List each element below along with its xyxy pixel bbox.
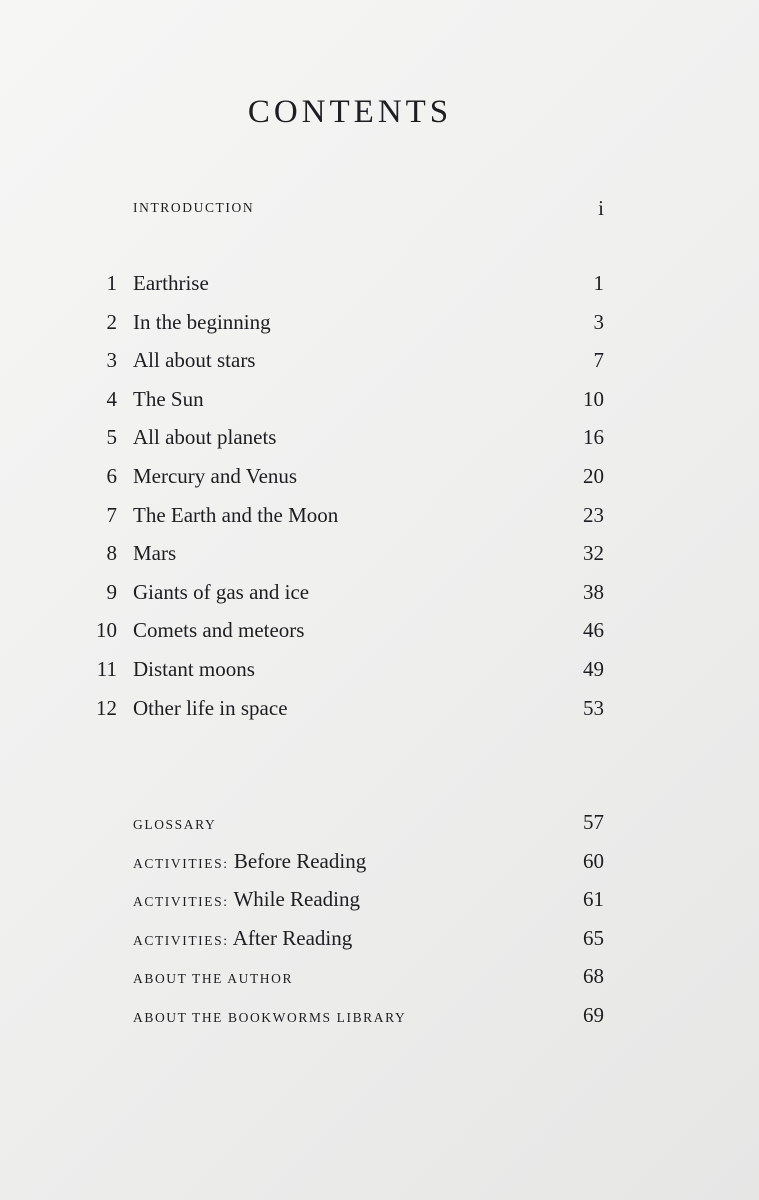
- contents-heading: CONTENTS: [247, 94, 453, 130]
- entry-label: ACTIVITIES:: [133, 855, 229, 871]
- chapter-title: Mars: [133, 541, 177, 566]
- page-title: [0, 94, 700, 131]
- chapter-title: Distant moons: [133, 657, 255, 681]
- chapter-title: Earthrise: [133, 271, 209, 295]
- chapter-number: 12: [96, 695, 117, 720]
- chapter-title: Comets and meteors: [133, 618, 305, 643]
- entry-subtitle: Before Reading: [233, 848, 367, 873]
- entry-page: 10: [583, 386, 604, 411]
- toc-entry-chapter[interactable]: [0, 693, 759, 723]
- toc-entry-chapter[interactable]: [0, 654, 759, 684]
- entry-page: 61: [583, 887, 604, 911]
- toc-entry-end-matter[interactable]: [0, 961, 759, 991]
- entry-page: 16: [583, 425, 604, 450]
- toc-entry-chapter[interactable]: [0, 500, 759, 530]
- entry-page: 7: [593, 348, 604, 373]
- entry-label: GLOSSARY: [133, 817, 217, 832]
- entry-label: INTRODUCTION: [133, 200, 255, 215]
- entry-page: 38: [583, 579, 604, 604]
- chapter-title: All about planets: [133, 425, 277, 450]
- chapter-title: The Earth and the Moon: [133, 502, 339, 527]
- entry-label: ACTIVITIES:: [133, 894, 229, 909]
- toc-entry-chapter[interactable]: [0, 615, 759, 645]
- entry-page: 65: [583, 925, 604, 950]
- entry-page: 60: [583, 848, 604, 873]
- chapter-title: All about stars: [133, 348, 256, 373]
- chapter-number: 8: [106, 541, 117, 566]
- chapter-title: Other life in space: [133, 695, 288, 720]
- entry-label: ABOUT THE AUTHOR: [133, 971, 294, 986]
- chapter-title: Mercury and Venus: [133, 464, 298, 488]
- entry-page: 68: [583, 964, 604, 988]
- entry-subtitle: After Reading: [232, 925, 353, 950]
- toc-entry-end-matter[interactable]: [0, 884, 759, 914]
- toc-entry-chapter[interactable]: [0, 461, 759, 491]
- entry-page: 69: [583, 1002, 604, 1027]
- toc-entry-end-matter[interactable]: [0, 807, 759, 837]
- toc-entry-end-matter[interactable]: [0, 923, 759, 953]
- toc-entry-end-matter[interactable]: [0, 846, 759, 876]
- chapter-number: 10: [96, 618, 117, 643]
- chapter-number: 6: [106, 464, 117, 488]
- entry-label: ACTIVITIES:: [133, 932, 229, 948]
- entry-page: 53: [583, 695, 604, 720]
- toc-entry-chapter[interactable]: [0, 345, 759, 375]
- entry-label: ABOUT THE BOOKWORMS LIBRARY: [133, 1009, 407, 1025]
- chapter-number: 5: [106, 425, 117, 450]
- chapter-title: Giants of gas and ice: [133, 579, 310, 604]
- toc-entry-chapter[interactable]: [0, 307, 759, 337]
- toc-entry-chapter[interactable]: [0, 577, 759, 607]
- chapter-number: 1: [106, 271, 117, 295]
- entry-page: 20: [583, 464, 604, 488]
- entry-page: 49: [583, 657, 604, 681]
- toc-entry-chapter[interactable]: [0, 268, 759, 298]
- chapter-title: In the beginning: [133, 309, 271, 334]
- entry-page: 3: [593, 309, 604, 334]
- chapter-number: 3: [106, 348, 117, 373]
- entry-page: 57: [583, 810, 604, 834]
- entry-page: 46: [583, 618, 604, 643]
- entry-page: 1: [593, 271, 604, 295]
- chapter-number: 2: [106, 309, 117, 334]
- chapter-number: 4: [106, 386, 117, 411]
- toc-entry-chapter[interactable]: [0, 538, 759, 568]
- toc-entry-chapter[interactable]: [0, 384, 759, 414]
- chapter-number: 11: [96, 657, 117, 681]
- chapter-title: The Sun: [133, 386, 204, 411]
- entry-page: i: [598, 196, 604, 220]
- toc-entry-chapter[interactable]: [0, 422, 759, 452]
- chapter-number: 9: [106, 579, 117, 604]
- entry-subtitle: While Reading: [233, 887, 361, 911]
- toc-entry-end-matter[interactable]: [0, 1000, 759, 1030]
- entry-page: 23: [583, 502, 604, 527]
- chapter-number: 7: [106, 502, 117, 527]
- toc-entry-introduction[interactable]: [0, 193, 759, 223]
- entry-page: 32: [583, 541, 604, 566]
